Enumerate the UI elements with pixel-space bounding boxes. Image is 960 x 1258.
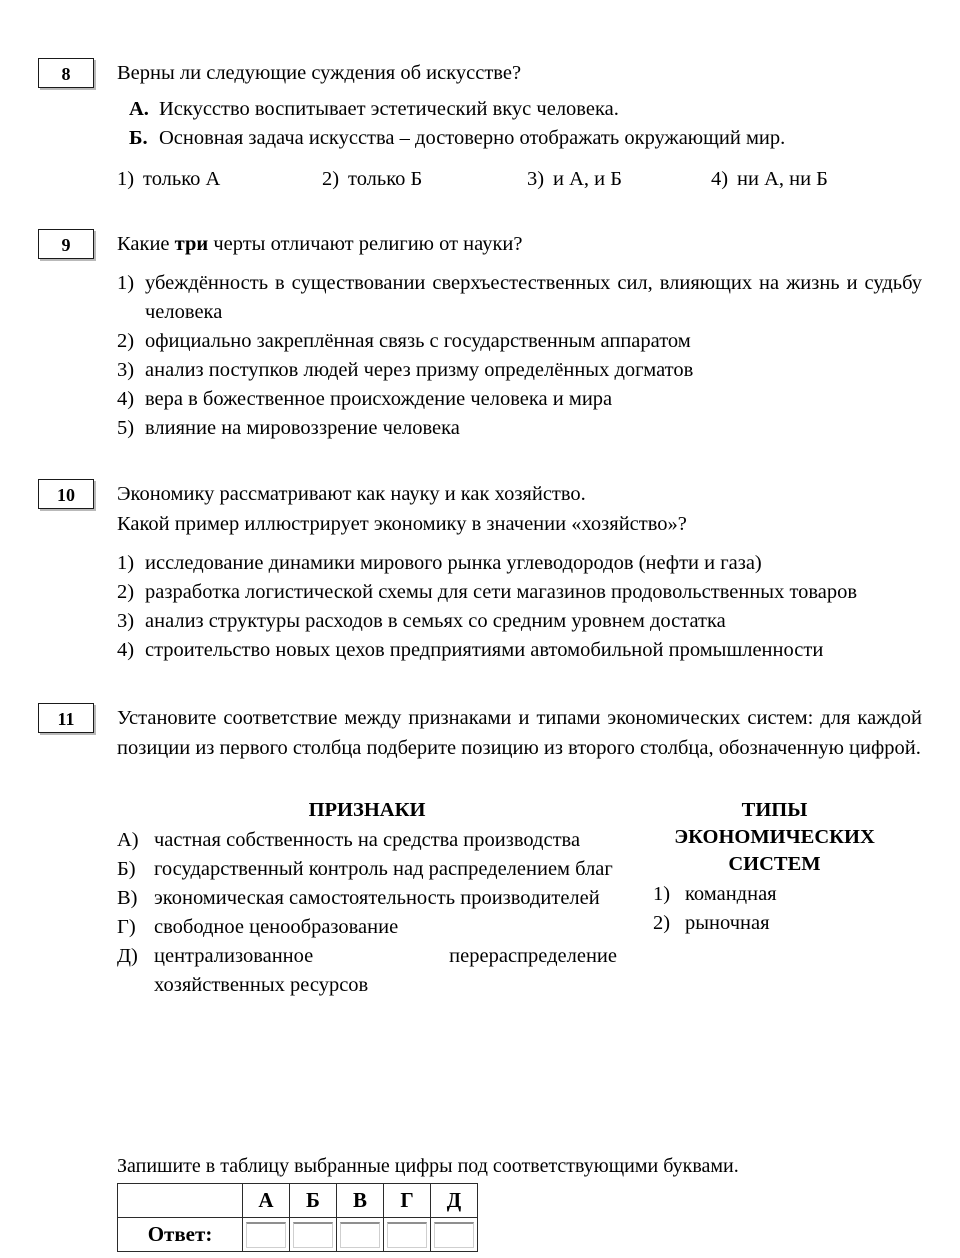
answer-input-a[interactable]: [246, 1222, 286, 1248]
option-9-4-number: 4): [117, 388, 135, 410]
answer-area: [117, 1153, 739, 1252]
option-8-2-text: только Б: [348, 168, 423, 190]
header-corner-cell: [118, 1184, 243, 1218]
column-header-g: Г: [384, 1184, 431, 1218]
question-stem-11: Установите соответствие между признаками и типами экономических систем: для каждой позиции из первого столбца подберите позицию из второго столбца, обозначенную цифрой.: [117, 707, 922, 759]
option-10-2-number: 2): [117, 581, 135, 603]
answer-input-g[interactable]: [387, 1222, 427, 1248]
option-9-5[interactable]: [117, 414, 922, 443]
column-header-b: Б: [290, 1184, 337, 1218]
matching-columns: [117, 797, 922, 1000]
answer-cell-v[interactable]: [337, 1218, 384, 1252]
question-number-9: 9: [38, 229, 94, 259]
option-8-3-number: 3): [527, 168, 545, 190]
option-9-2-number: 2): [117, 330, 135, 352]
answer-cell-d[interactable]: [431, 1218, 478, 1252]
option-9-5-text: влияние на мировоззрение человека: [145, 417, 460, 439]
match-item-v-text: экономическая самостоятельность производителей: [154, 887, 600, 909]
statement-a: [117, 95, 922, 124]
answer-cell-g[interactable]: [384, 1218, 431, 1252]
match-item-g-label: Г): [117, 916, 136, 938]
left-column-header: ПРИЗНАКИ: [308, 799, 426, 821]
match-item-d-label: Д): [117, 945, 138, 967]
match-type-1-number: 1): [653, 883, 671, 905]
match-item-b-text: государственный контроль над распределением благ: [154, 858, 613, 880]
option-10-3-text: анализ структуры расходов в семьях со средним уровнем достатка: [145, 610, 726, 632]
question-block-10: [0, 479, 960, 665]
statement-a-label: А.: [129, 98, 149, 120]
question-block-11: [0, 703, 960, 1000]
option-9-4[interactable]: [117, 385, 922, 414]
stem-9-emphasis: три: [174, 233, 209, 255]
match-type-2[interactable]: [647, 909, 902, 938]
option-10-1-number: 1): [117, 552, 135, 574]
answer-input-b[interactable]: [293, 1222, 333, 1248]
option-10-3[interactable]: [117, 607, 922, 636]
match-item-b[interactable]: [117, 855, 617, 884]
option-8-3-text: и А, и Б: [553, 168, 623, 190]
option-8-1[interactable]: [117, 165, 322, 193]
statement-a-text: Искусство воспитывает эстетический вкус человека.: [159, 98, 619, 120]
option-10-1[interactable]: [117, 549, 922, 578]
answer-table-answer-row: [118, 1218, 478, 1252]
match-type-1[interactable]: [647, 880, 902, 909]
option-10-3-number: 3): [117, 610, 135, 632]
options-list-10: [117, 549, 922, 665]
exam-page: [0, 58, 960, 1258]
match-item-v[interactable]: [117, 884, 617, 913]
option-10-2[interactable]: [117, 578, 922, 607]
option-9-1-text: убеждённость в существовании сверхъестественных сил, влияющих на жизнь и судьбу человека: [145, 272, 922, 323]
options-list-9: [117, 269, 922, 443]
option-9-3[interactable]: [117, 356, 922, 385]
stem-10-line-2: Какой пример иллюстрирует экономику в значении «хозяйство»?: [117, 513, 687, 535]
option-8-2-number: 2): [322, 168, 340, 190]
option-8-1-text: только А: [143, 168, 221, 190]
statements-list-8: [117, 95, 922, 153]
option-9-3-number: 3): [117, 359, 135, 381]
match-type-2-number: 2): [653, 912, 671, 934]
right-column-header-line-1: ТИПЫ: [741, 799, 808, 821]
statement-b-text: Основная задача искусства – достоверно отображать окружающий мир.: [159, 127, 786, 149]
match-type-1-text: командная: [685, 883, 777, 905]
right-column-header-line-3: СИСТЕМ: [728, 853, 821, 875]
right-column-header-line-2: ЭКОНОМИЧЕСКИХ: [674, 826, 875, 848]
option-8-4-number: 4): [711, 168, 729, 190]
option-9-1[interactable]: [117, 269, 922, 327]
option-9-3-text: анализ поступков людей через призму определённых догматов: [145, 359, 694, 381]
option-10-2-text: разработка логистической схемы для сети магазинов продовольственных товаров: [145, 581, 858, 603]
question-stem-10: [117, 479, 922, 539]
answer-cell-a[interactable]: [243, 1218, 290, 1252]
option-8-4-text: ни А, ни Б: [737, 168, 828, 190]
column-header-a: А: [243, 1184, 290, 1218]
option-9-1-number: 1): [117, 272, 135, 294]
matching-right-column: [647, 797, 902, 938]
match-item-b-label: Б): [117, 858, 136, 880]
column-header-d: Д: [431, 1184, 478, 1218]
match-item-d[interactable]: [117, 942, 617, 1000]
option-8-4[interactable]: [711, 165, 828, 193]
option-10-4[interactable]: [117, 636, 922, 665]
question-block-9: [0, 229, 960, 443]
answer-label: Ответ:: [118, 1218, 243, 1252]
match-item-a-label: А): [117, 829, 139, 851]
option-9-2[interactable]: [117, 327, 922, 356]
answer-table-header-row: [118, 1184, 478, 1218]
question-number-8: 8: [38, 58, 94, 88]
question-block-8: [0, 58, 960, 193]
matching-left-column: [117, 797, 617, 1000]
match-type-2-text: рыночная: [685, 912, 770, 934]
answer-input-d[interactable]: [434, 1222, 474, 1248]
option-9-5-number: 5): [117, 417, 135, 439]
option-8-1-number: 1): [117, 168, 135, 190]
stem-9-after: черты отличают религию от науки?: [208, 233, 523, 255]
right-column-header: [647, 797, 902, 878]
match-item-g-text: свободное ценообразование: [154, 916, 399, 938]
match-item-a-text: частная собственность на средства производства: [154, 829, 581, 851]
question-stem-9: [117, 229, 922, 259]
option-9-2-text: официально закреплённая связь с государственным аппаратом: [145, 330, 691, 352]
answer-table: [117, 1183, 478, 1252]
option-8-3[interactable]: [527, 165, 711, 193]
answer-cell-b[interactable]: [290, 1218, 337, 1252]
stem-9-before: Какие: [117, 233, 175, 255]
option-10-4-text: строительство новых цехов предприятиями автомобильной промышленности: [145, 639, 824, 661]
option-10-4-number: 4): [117, 639, 135, 661]
option-8-2[interactable]: [322, 165, 527, 193]
options-row-8: [117, 165, 922, 193]
match-item-v-label: В): [117, 887, 138, 909]
option-9-4-text: вера в божественное происхождение человека и мира: [145, 388, 613, 410]
question-number-10: 10: [38, 479, 94, 509]
column-header-v: В: [337, 1184, 384, 1218]
match-item-d-text: централизованное перераспределение хозяйственных ресурсов: [154, 945, 617, 996]
match-item-g[interactable]: [117, 913, 617, 942]
stem-10-line-1: Экономику рассматривают как науку и как хозяйство.: [117, 483, 586, 505]
question-stem-8: Верны ли следующие суждения об искусстве?: [117, 62, 522, 84]
match-item-a[interactable]: [117, 826, 617, 855]
statement-b: [117, 124, 922, 153]
question-number-11: 11: [38, 703, 94, 733]
answer-input-v[interactable]: [340, 1222, 380, 1248]
answer-instruction: Запишите в таблицу выбранные цифры под соответствующими буквами.: [117, 1155, 739, 1177]
statement-b-label: Б.: [129, 127, 148, 149]
option-10-1-text: исследование динамики мирового рынка углеводородов (нефти и газа): [145, 552, 762, 574]
